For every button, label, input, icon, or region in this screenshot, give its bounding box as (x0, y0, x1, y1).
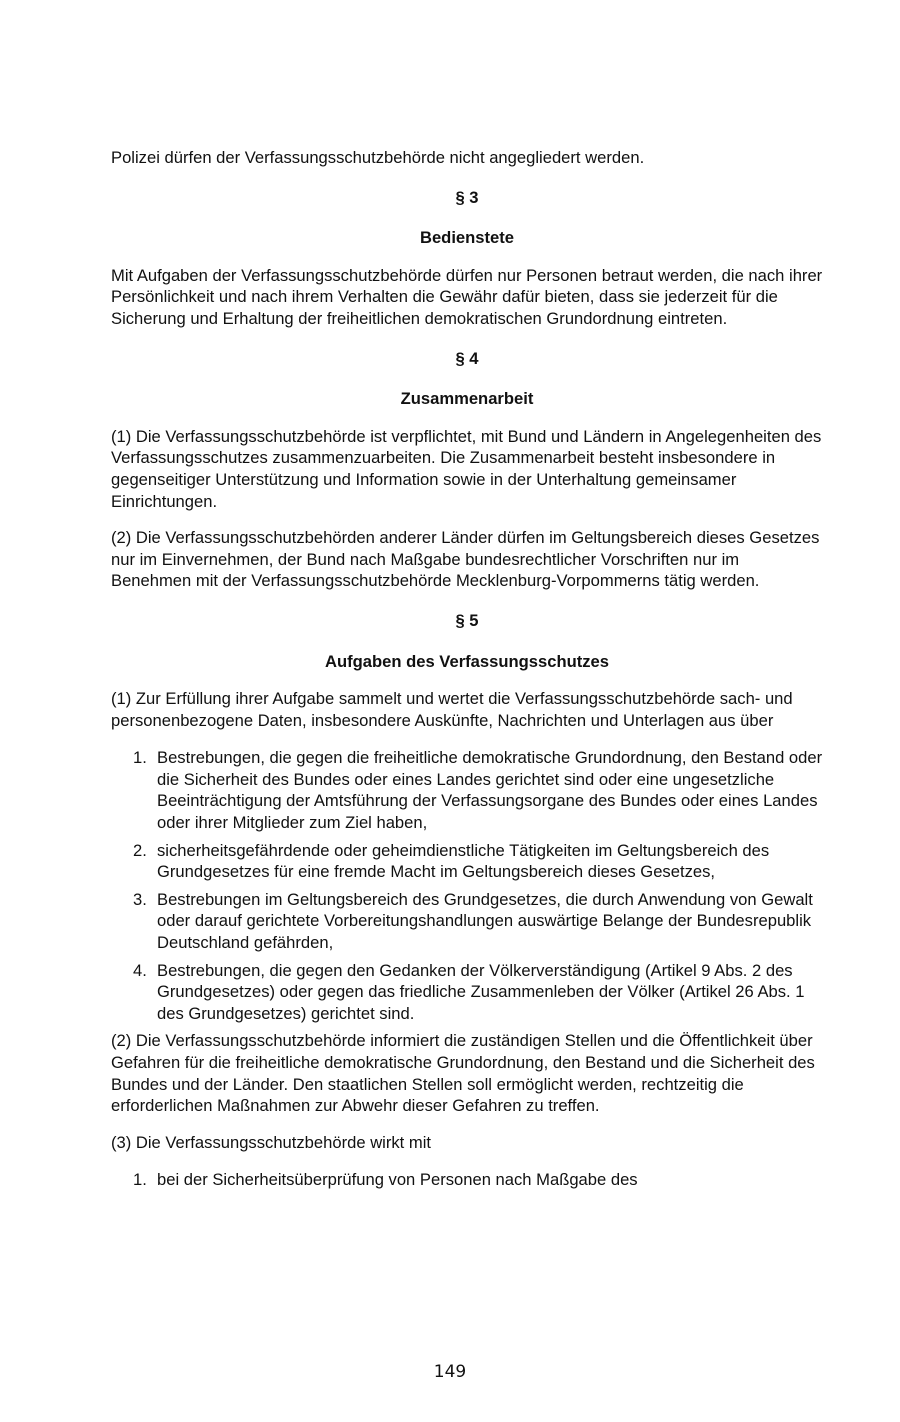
section-3-text: Mit Aufgaben der Verfassungsschutzbehörde dürfen nur Personen betraut werden, die nach ihrer Persönlichkeit und nach ihrem Verhalten die Gewähr dafür bieten, dass sie jederzeit für die Sicherung und Erhaltung der freiheitlichen demokratischen Grundordnung eintreten. (111, 265, 823, 328)
section-5 (111, 610, 823, 1191)
section-4-title: Zusammenarbeit (400, 389, 534, 409)
list-item (111, 840, 823, 883)
section-5-list-2 (111, 1169, 823, 1191)
section-3 (111, 187, 823, 330)
page-number: 149 (433, 1362, 467, 1382)
list-item-text: Bestrebungen, die gegen die freiheitliche demokratische Grundordnung, den Bestand oder die Sicherheit des Bundes oder eines Landes gerichtet sind oder eine ungesetzliche Beeinträchtigung der Amtsführung der Verfassungsorgane des Bundes oder eines Landes oder ihrer Mitglieder zum Ziel haben, (157, 748, 823, 833)
document-page (111, 147, 823, 1197)
list-item-number: 1. (133, 748, 147, 768)
section-3-number: § 3 (455, 187, 479, 207)
list-item-text: Bestrebungen, die gegen den Gedanken der Völkerverständigung (Artikel 9 Abs. 2 des Grundgesetzes) oder gegen das friedliche Zusammenleben der Völker (Artikel 26 Abs. 1 des Grundgesetzes) gerichtet sind. (157, 960, 805, 1023)
section-5-paragraph-2: (2) Die Verfassungsschutzbehörde informiert die zuständigen Stellen und die Öffentlichkeit über Gefahren für die freiheitliche demokratische Grundordnung, den Bestand und die Sicherheit des Bundes und der Länder. Den staatlichen Stellen soll ermöglicht werden, rechtzeitig die erforderlichen Maßnahmen zur Abwehr dieser Gefahren zu treffen. (111, 1031, 815, 1116)
list-item (111, 960, 823, 1025)
section-5-title: Aufgaben des Verfassungsschutzes (324, 651, 610, 671)
section-5-paragraph-3: (3) Die Verfassungsschutzbehörde wirkt mit (111, 1132, 432, 1152)
list-item-text: bei der Sicherheitsüberprüfung von Personen nach Maßgabe des (157, 1170, 638, 1190)
list-item (111, 1169, 823, 1191)
list-item-number: 3. (133, 889, 147, 909)
list-item-number: 4. (133, 960, 147, 980)
section-5-list-1 (111, 747, 823, 1024)
section-5-paragraph-1: (1) Zur Erfüllung ihrer Aufgabe sammelt und wertet die Verfassungsschutzbehörde sach- und personenbezogene Daten, insbesondere Auskünfte, Nachrichten und Unterlagen aus über (111, 689, 793, 730)
section-5-number: § 5 (455, 610, 479, 630)
section-4-number: § 4 (455, 348, 479, 368)
list-item-text: Bestrebungen im Geltungsbereich des Grundgesetzes, die durch Anwendung von Gewalt oder darauf gerichtete Vorbereitungshandlungen auswärtige Belange der Bundesrepublik Deutschland gefährden, (157, 889, 813, 953)
section-3-title: Bedienstete (419, 228, 515, 248)
section-4-paragraph-2: (2) Die Verfassungsschutzbehörden anderer Länder dürfen im Geltungsbereich dieses Gesetzes nur im Einvernehmen, der Bund nach Maßgabe bundesrechtlicher Vorschriften nur im Benehmen mit der Verfassungsschutzbehörde Mecklenburg-Vorpommerns tätig werden. (111, 528, 820, 591)
list-item-number: 1. (133, 1170, 147, 1190)
list-item-text: sicherheitsgefährdende oder geheimdienstliche Tätigkeiten im Geltungsbereich des Grundgesetzes für eine fremde Macht im Geltungsbereich dieses Gesetzes, (157, 840, 770, 882)
carryover-line: Polizei dürfen der Verfassungsschutzbehörde nicht angegliedert werden. (111, 148, 645, 167)
section-4-paragraph-1: (1) Die Verfassungsschutzbehörde ist verpflichtet, mit Bund und Ländern in Angelegenheiten des Verfassungsschutzes zusammenzuarbeiten. Die Zusammenarbeit besteht insbesondere in gegenseitiger Unterstützung und Information sowie in der Unterhaltung gemeinsamer Einrichtungen. (111, 426, 822, 511)
list-item (111, 889, 823, 954)
section-4 (111, 348, 823, 592)
list-item (111, 747, 823, 833)
list-item-number: 2. (133, 840, 147, 860)
